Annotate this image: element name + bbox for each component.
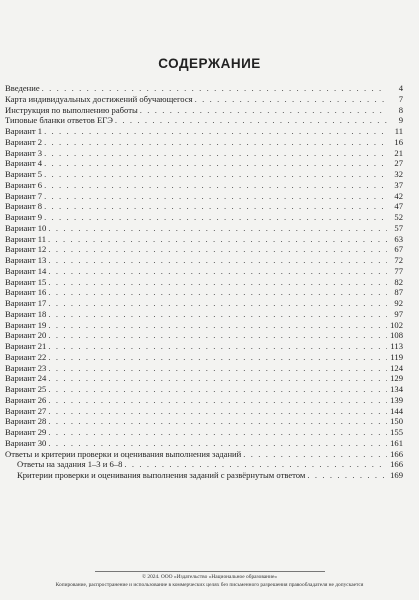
toc-entry-label: Вариант 12: [5, 244, 47, 255]
toc-leader-dots: [115, 115, 387, 126]
toc-entry-page: 139: [390, 394, 403, 405]
toc-entry-page: 4: [398, 83, 403, 93]
toc-entry: [5, 223, 403, 234]
toc-entry-label: Ответы и критерии проверки и оценивания выполнения заданий: [5, 448, 242, 459]
toc-entry-label: Вариант 21: [5, 341, 47, 351]
toc-leader-dots: [44, 158, 387, 169]
toc-entry: [5, 341, 403, 352]
toc-entry-page: 77: [394, 265, 403, 276]
toc-leader-dots: [48, 277, 387, 288]
toc-leader-dots: [44, 126, 387, 137]
toc-leader-dots: [44, 201, 387, 212]
toc-entry-page: 155: [390, 427, 403, 437]
toc-entry-label: Вариант 15: [5, 276, 47, 287]
toc-entry-page: 9: [398, 115, 403, 126]
toc-entry: [5, 384, 403, 395]
toc-entry-page: 47: [394, 201, 403, 212]
toc-entry-label: Инструкция по выполнению работы: [5, 104, 138, 115]
toc-entry-label: Вариант 10: [5, 222, 47, 233]
toc-entry-page: 108: [390, 330, 403, 341]
toc-entry-label: Вариант 30: [5, 437, 47, 448]
toc-entry-page: 166: [390, 459, 403, 470]
table-of-contents: [5, 83, 403, 481]
toc-leader-dots: [44, 180, 387, 191]
toc-entry: [5, 438, 403, 449]
toc-entry-page: 52: [394, 212, 403, 222]
toc-entry-label: Вариант 7: [5, 190, 43, 201]
toc-entry: [5, 115, 403, 126]
toc-entry: [5, 470, 403, 481]
toc-leader-dots: [243, 449, 387, 460]
toc-leader-dots: [124, 459, 387, 470]
toc-entry: [5, 201, 403, 212]
toc-entry: [5, 158, 403, 169]
toc-entry: [5, 212, 403, 223]
toc-entry-page: 32: [394, 169, 403, 179]
toc-entry-label: Вариант 13: [5, 255, 47, 265]
toc-leader-dots: [48, 320, 387, 331]
toc-entry: [5, 191, 403, 202]
toc-leader-dots: [44, 212, 387, 223]
toc-entry-page: 8: [398, 104, 403, 115]
toc-leader-dots: [48, 287, 387, 298]
toc-leader-dots: [48, 309, 387, 320]
toc-entry: [5, 277, 403, 288]
toc-entry: [5, 330, 403, 341]
toc-entry: [5, 105, 403, 116]
toc-entry-page: 82: [394, 276, 403, 287]
toc-entry-label: Ответы на задания 1–3 и 6–8: [17, 459, 123, 470]
toc-entry: [5, 363, 403, 374]
toc-leader-dots: [48, 341, 387, 352]
toc-entry-label: Вариант 8: [5, 201, 43, 212]
toc-entry: [5, 244, 403, 255]
toc-entry: [5, 459, 403, 470]
toc-entry-label: Вариант 22: [5, 351, 47, 362]
toc-entry: [5, 373, 403, 384]
toc-entry: [5, 352, 403, 363]
toc-leader-dots: [48, 234, 387, 245]
toc-entry-label: Вариант 29: [5, 427, 47, 437]
toc-leader-dots: [48, 223, 387, 234]
toc-entry-label: Вариант 4: [5, 158, 43, 169]
toc-entry-page: 129: [390, 373, 403, 384]
toc-leader-dots: [44, 148, 387, 159]
toc-entry: [5, 298, 403, 309]
toc-entry-label: Вариант 17: [5, 298, 47, 308]
toc-entry-label: Вариант 1: [5, 126, 43, 136]
toc-entry: [5, 320, 403, 331]
page-title: СОДЕРЖАНИЕ: [158, 56, 261, 71]
toc-entry-page: 11: [394, 126, 403, 136]
toc-entry: [5, 416, 403, 427]
toc-entry: [5, 266, 403, 277]
toc-entry-page: 119: [390, 351, 403, 362]
toc-entry-page: 150: [390, 416, 403, 427]
toc-leader-dots: [195, 94, 387, 105]
toc-entry: [5, 234, 403, 245]
toc-entry-label: Вариант 2: [5, 136, 43, 147]
toc-entry-label: Карта индивидуальных достижений обучающегося: [5, 93, 193, 104]
toc-entry: [5, 137, 403, 148]
toc-leader-dots: [48, 363, 387, 374]
toc-entry-page: 87: [394, 287, 403, 298]
toc-leader-dots: [48, 427, 387, 438]
toc-entry-label: Вариант 27: [5, 405, 47, 416]
toc-entry-label: Вариант 18: [5, 308, 47, 319]
toc-entry-label: Вариант 20: [5, 330, 47, 341]
toc-entry: [5, 255, 403, 266]
toc-entry: [5, 126, 403, 137]
toc-entry-label: Вариант 9: [5, 212, 43, 222]
toc-entry-label: Вариант 25: [5, 384, 47, 394]
toc-leader-dots: [48, 416, 387, 427]
toc-entry-page: 7: [398, 93, 403, 104]
toc-entry-page: 67: [394, 244, 403, 255]
toc-entry-label: Вариант 3: [5, 147, 43, 158]
toc-entry: [5, 94, 403, 105]
toc-leader-dots: [307, 470, 387, 481]
toc-leader-dots: [48, 266, 387, 277]
toc-leader-dots: [48, 438, 387, 449]
toc-entry-page: 97: [394, 308, 403, 319]
footer-divider: [95, 571, 325, 572]
toc-entry-page: 102: [390, 319, 403, 330]
toc-entry-page: 27: [394, 158, 403, 169]
toc-entry-label: Вариант 5: [5, 169, 43, 179]
footer-rights-notice: Копирование, распространение и использование в коммерческих целях без письменного разрешения правообладателя не допускается: [55, 582, 364, 588]
footer-copyright: © 2024. ООО «Издательство «Национальное образование»: [141, 574, 278, 580]
toc-leader-dots: [48, 330, 387, 341]
toc-entry: [5, 180, 403, 191]
toc-entry: [5, 427, 403, 438]
toc-entry: [5, 287, 403, 298]
toc-entry-label: Вариант 16: [5, 287, 47, 298]
toc-entry-page: 37: [394, 179, 403, 190]
toc-leader-dots: [48, 373, 387, 384]
toc-entry-label: Типовые бланки ответов ЕГЭ: [5, 115, 113, 126]
toc-leader-dots: [48, 395, 387, 406]
toc-entry-page: 92: [394, 298, 403, 308]
toc-leader-dots: [48, 352, 387, 363]
toc-entry: [5, 83, 403, 94]
toc-entry-label: Критерии проверки и оценивания выполнения заданий с развёрнутым ответом: [17, 470, 306, 480]
toc-entry-page: 42: [394, 190, 403, 201]
toc-leader-dots: [48, 244, 387, 255]
toc-entry-page: 161: [390, 437, 403, 448]
toc-entry: [5, 169, 403, 180]
toc-entry-page: 124: [390, 362, 403, 373]
toc-entry: [5, 449, 403, 460]
toc-entry-page: 57: [394, 222, 403, 233]
toc-entry-label: Вариант 26: [5, 394, 47, 405]
toc-leader-dots: [48, 298, 387, 309]
toc-entry-page: 169: [390, 470, 403, 480]
toc-entry-label: Вариант 24: [5, 373, 47, 384]
toc-leader-dots: [48, 406, 387, 417]
toc-entry-label: Вариант 11: [5, 233, 47, 244]
toc-entry-page: 21: [394, 147, 403, 158]
toc-entry: [5, 406, 403, 417]
toc-leader-dots: [42, 83, 387, 94]
toc-entry-page: 72: [394, 255, 403, 265]
toc-entry: [5, 309, 403, 320]
toc-entry-label: Введение: [5, 83, 40, 93]
toc-entry-page: 63: [394, 233, 403, 244]
toc-entry-page: 166: [390, 448, 403, 459]
toc-entry: [5, 148, 403, 159]
toc-leader-dots: [48, 384, 387, 395]
toc-leader-dots: [140, 105, 387, 116]
toc-entry-page: 16: [394, 136, 403, 147]
toc-leader-dots: [48, 255, 387, 266]
toc-entry-label: Вариант 28: [5, 416, 47, 427]
toc-entry-label: Вариант 19: [5, 319, 47, 330]
toc-leader-dots: [44, 137, 387, 148]
toc-leader-dots: [44, 191, 387, 202]
toc-entry-page: 113: [390, 341, 403, 351]
toc-entry: [5, 395, 403, 406]
toc-entry-label: Вариант 6: [5, 179, 43, 190]
toc-entry-label: Вариант 23: [5, 362, 47, 373]
toc-leader-dots: [44, 169, 387, 180]
toc-entry-label: Вариант 14: [5, 265, 47, 276]
toc-entry-page: 134: [390, 384, 403, 394]
toc-entry-page: 144: [390, 405, 403, 416]
